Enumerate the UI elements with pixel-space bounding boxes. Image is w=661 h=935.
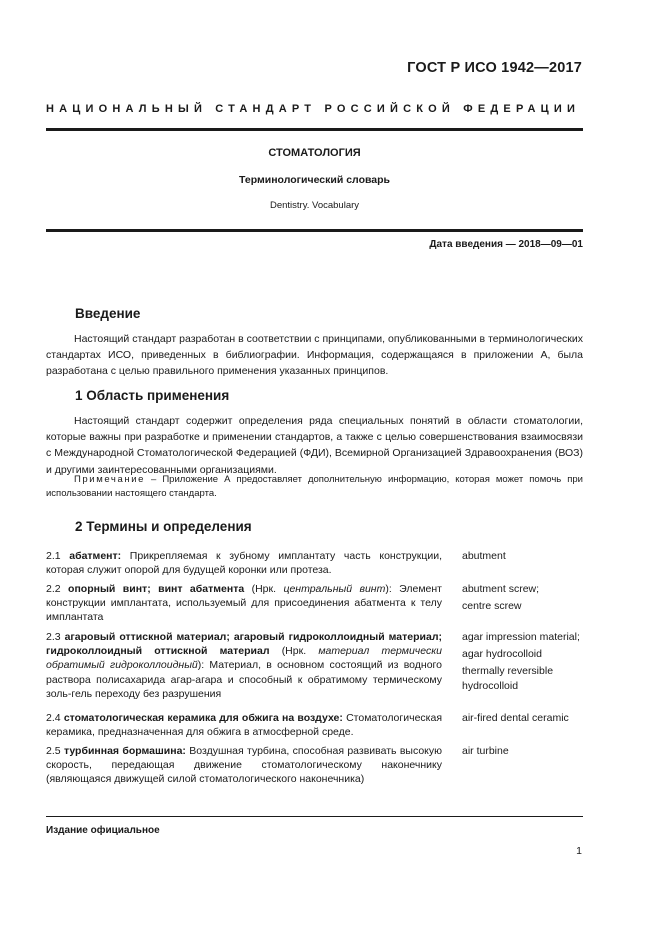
term-definition: 2.2 опорный винт; винт абатмента (Нрк. центральный винт): Элемент конструкции имплантата, используемый для присоединения абатмента к телу имплантата <box>46 583 442 624</box>
national-standard-banner: НАЦИОНАЛЬНЫЙ СТАНДАРТ РОССИЙСКОЙ ФЕДЕРАЦИИ <box>46 103 581 115</box>
term-definition: 2.5 турбинная бормашина: Воздушная турбина, способная развивать высокую скорость, передающая движение стоматологическому наконечнику (являющаяся движущей силой стоматологического наконечника) <box>46 745 443 786</box>
effective-date: Дата введения — 2018—09—01 <box>429 239 583 250</box>
scope-heading: 1 Область применения <box>75 388 230 403</box>
title-rule <box>46 229 583 232</box>
document-code: ГОСТ Р ИСО 1942—2017 <box>407 60 582 76</box>
terms-heading: 2 Термины и определения <box>75 519 252 534</box>
scope-note: Примечание – Приложение А предоставляет дополнительную информацию, которая может помочь при использовании настоящего стандарта. <box>46 474 583 499</box>
document-english-title: Dentistry. Vocabulary <box>269 200 360 211</box>
page-number: 1 <box>576 845 582 857</box>
document-subtitle: Терминологический словарь <box>238 174 391 186</box>
note-label: Примечание <box>74 474 145 485</box>
official-edition-label: Издание официальное <box>46 825 160 836</box>
term-definition: 2.1 абатмент: Прикрепляемая к зубному имплантату часть конструкции, которая служит опорой для будущей коронки или протеза. <box>46 550 443 577</box>
term-definition: 2.4 стоматологическая керамика для обжига на воздухе: Стоматологическая керамика, предназначенная для обжига в атмосферной среде. <box>46 712 443 739</box>
term-english: air-fired dental ceramic <box>462 712 569 724</box>
term-english: agar impression material; agar hydrocolloid thermally reversible hydrocolloid <box>462 631 580 692</box>
term-english: abutment <box>462 550 506 562</box>
intro-heading: Введение <box>75 306 141 321</box>
term-english: air turbine <box>462 745 509 757</box>
footer-rule <box>46 816 583 817</box>
top-rule <box>46 128 583 131</box>
intro-paragraph: Настоящий стандарт разработан в соответствии с принципами, опубликованными в терминологических стандартах ИСО, приведенных в библиографии. Информация, содержащаяся в приложении А, была разработана с целью правильного применения указанных принципов. <box>46 333 583 378</box>
term-english: abutment screw; centre screw <box>462 583 540 613</box>
scope-paragraph: Настоящий стандарт содержит определения ряда специальных понятий в области стоматологии, которые важны при разработке и применении стандартов, а также с целью совершенствования взаимосвязи с Международной Стоматологической Федерацией (ФДИ), Всемирной Организацией Здравоохранения (ВОЗ) и другими заинтересованными организациями. <box>46 415 583 476</box>
document-title: СТОМАТОЛОГИЯ <box>268 147 361 159</box>
term-definition: 2.3 агаровый оттискной материал; агаровый гидроколлоидный материал; гидроколлоидный оттискной материал (Нрк. материал термически обратимый гидроколлоидный): Материал, в основном состоящий из водного раствора полисахарида агар-агара и способный к обратимому термическому золь-гель переходу без разрушения <box>46 631 442 700</box>
